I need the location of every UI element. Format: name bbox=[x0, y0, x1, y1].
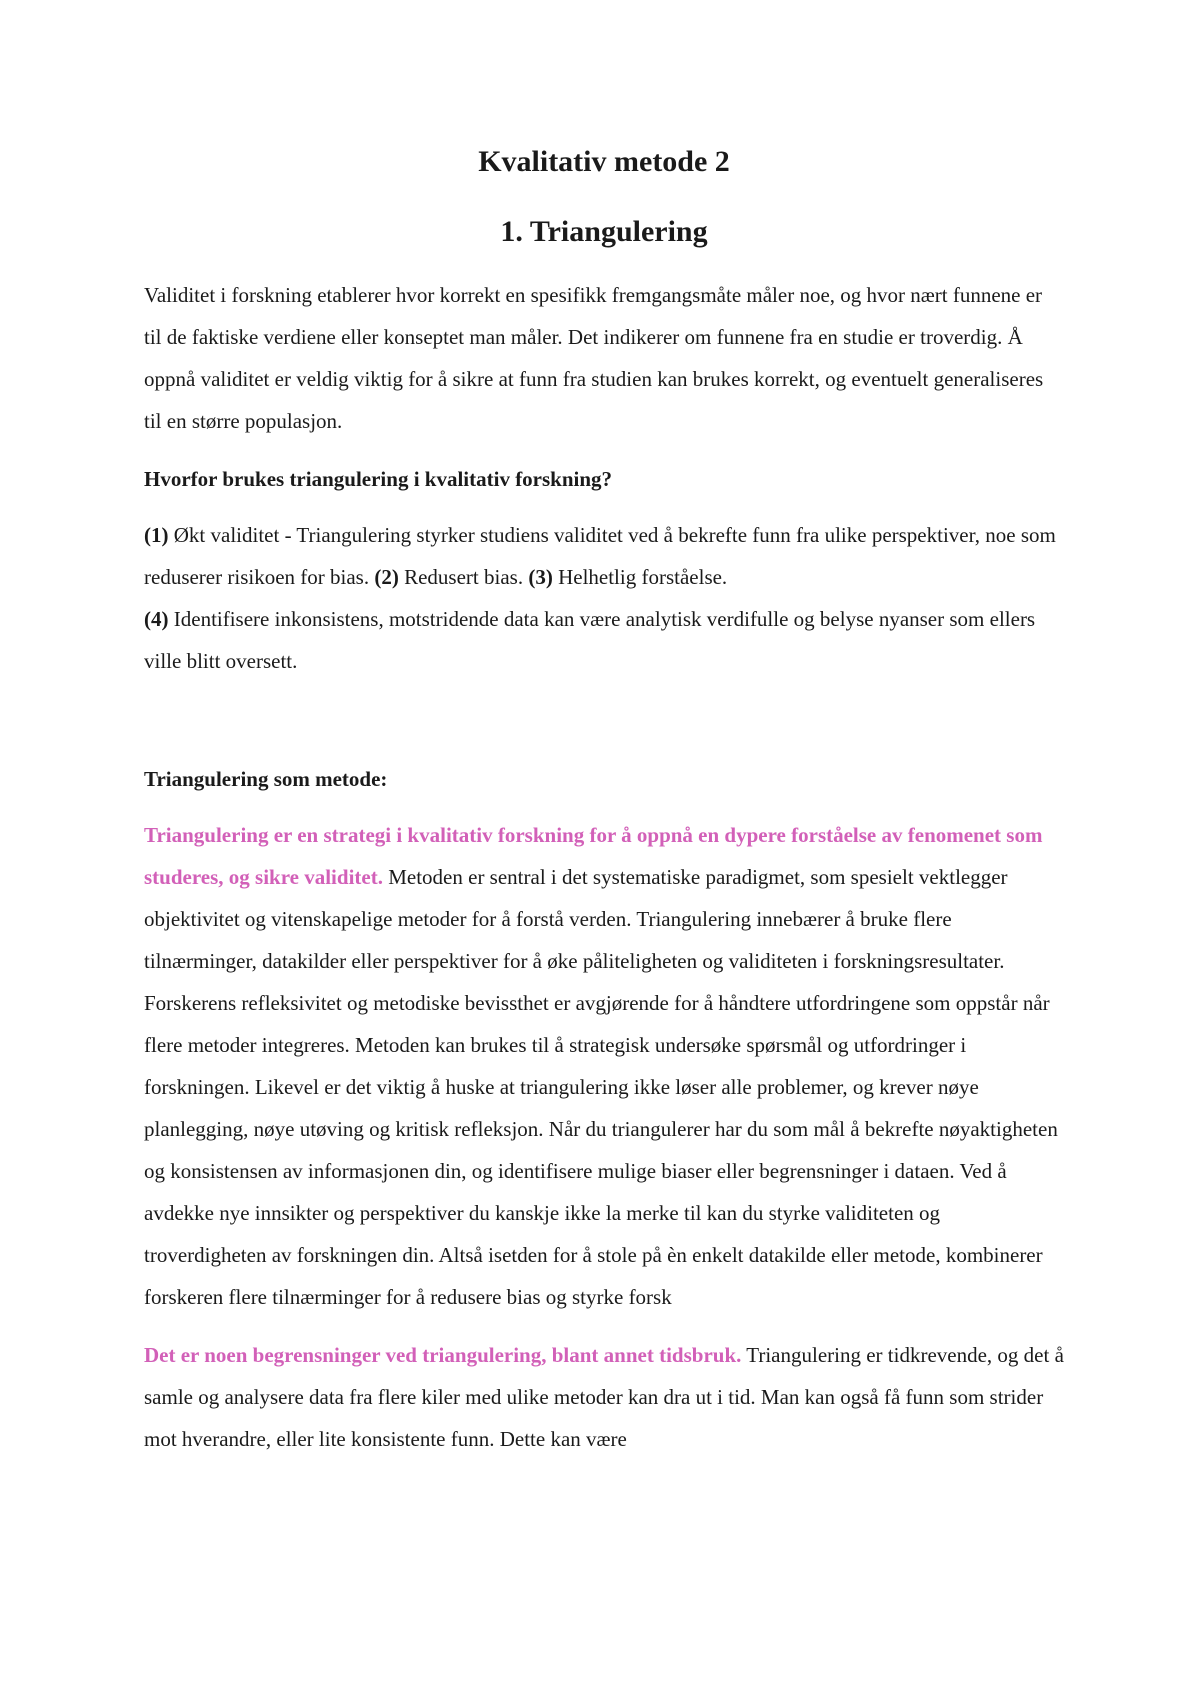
intro-paragraph: Validitet i forskning etablerer hvor korrekt en spesifikk fremgangsmåte måler noe, og hvor nært funnene er til de faktiske verdiene eller konseptet man måler. Det indikerer om funnene fra en studie er troverdig. Å oppnå validitet er veldig viktig for å sikre at funn fra studien kan brukes korrekt, og eventuelt generaliseres til en større populasjon. bbox=[144, 283, 1044, 433]
method-heading: Triangulering som metode: bbox=[144, 767, 388, 791]
reason-1-number: (1) bbox=[144, 523, 169, 547]
reason-4-text: Identifisere inkonsistens, motstridende data kan være analytisk verdifulle og belyse nyanser som ellers ville blitt oversett. bbox=[144, 607, 1036, 673]
limitations-paragraph bbox=[144, 1334, 1064, 1460]
limitations-highlight: Det er noen begrensninger ved triangulering, blant annet tidsbruk. bbox=[144, 1343, 742, 1367]
reason-1-text: Økt validitet - Triangulering styrker studiens validitet ved å bekrefte funn fra ulike perspektiver, noe som reduserer risikoen for bias. bbox=[144, 523, 1056, 589]
method-paragraph bbox=[144, 814, 1064, 1318]
reason-3-number: (3) bbox=[528, 565, 553, 589]
reason-2-number: (2) bbox=[374, 565, 399, 589]
reason-3-text: Helhetlig forståelse. bbox=[552, 565, 728, 589]
reason-2-text: Redusert bias. bbox=[398, 565, 529, 589]
reasons-paragraph bbox=[144, 514, 1064, 682]
method-highlight: Triangulering er en strategi i kvalitativ forskning for å oppnå en dypere forståelse av fenomenet som studeres, og sikre validitet. bbox=[144, 823, 1043, 889]
document-title: Kvalitativ metode 2 bbox=[478, 145, 730, 178]
method-text: Metoden er sentral i det systematiske paradigmet, som spesielt vektlegger objektivitet og vitenskapelige metoder for å forstå verden. Triangulering innebærer å bruke flere tilnærminger, datakilder eller perspektiver for å øke påliteligheten og validiteten i forskningsresultater. Forskerens refleksivitet og metodiske bevissthet er avgjørende for å håndtere utfordringene som oppstår når flere metoder integreres. Metoden kan brukes til å strategisk undersøke spørsmål og utfordringer i forskningen. Likevel er det viktig å huske at triangulering ikke løser alle problemer, og krever nøye planlegging, nøye utøving og kritisk refleksjon. Når du triangulerer har du som mål å bekrefte nøyaktigheten og konsistensen av informasjonen din, og identifisere mulige biaser eller begrensninger i dataen. Ved å avdekke nye innsikter og perspektiver du kanskje ikke la merke til kan du styrke validiteten og troverdigheten av forskningen din. Altså isetden for å stole på èn enkelt datakilde eller metode, kombinerer forskeren flere tilnærminger for å redusere bias og styrke forsk bbox=[144, 865, 1058, 1309]
reason-4-number: (4) bbox=[144, 607, 169, 631]
limitations-text: Triangulering er tidkrevende, og det å samle og analysere data fra flere kiler med ulike metoder kan dra ut i tid. Man kan også få funn som strider mot hverandre, eller lite konsistente funn. Dette kan være bbox=[144, 1343, 1064, 1451]
section-heading: 1. Triangulering bbox=[500, 215, 708, 248]
document-content bbox=[144, 140, 1064, 1460]
why-heading: Hvorfor brukes triangulering i kvalitativ forskning? bbox=[144, 467, 613, 491]
